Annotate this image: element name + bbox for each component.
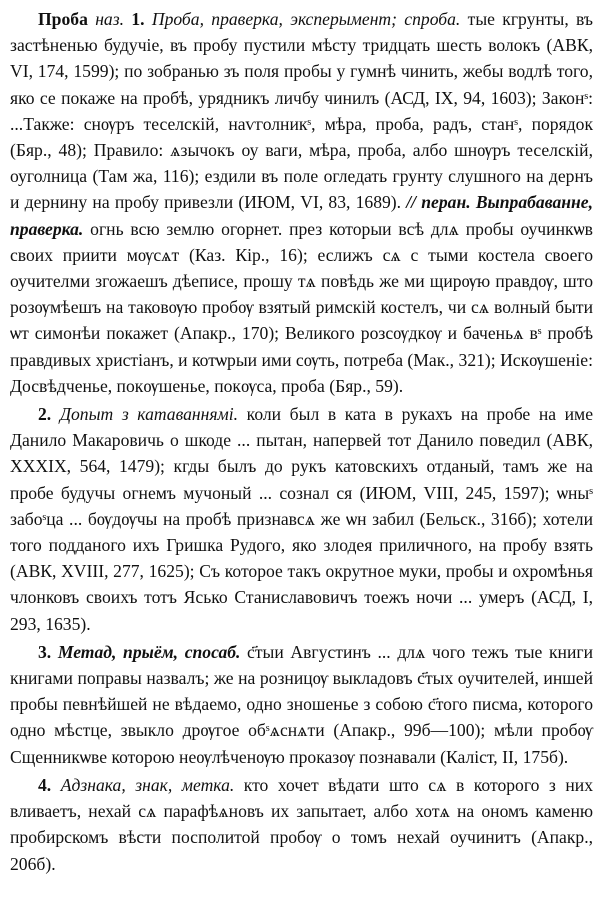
sense-1-figurative-label: // перан. Выпрабаванне, праверка. (10, 192, 593, 239)
sense-4-definition: Адзнака, знак, метка. (60, 774, 235, 795)
sense-3-number: 3. (38, 641, 52, 662)
sense-1-definition: Проба, праверка, эксперымент; спроба. (151, 9, 461, 29)
sense-1-text: тые кгрунты, въ застѣненью будучіе, въ пробу пустили мѣсту тридцать шесть волокъ (АВК, VI, 174, 1599); по зобранью зъ поля пробы у гумнѣ чинить, жебы водлѣ того, яко се покаже на пробѣ, урядникъ личбу чинилъ (АСД, IX, 94, 1603); Законˢ: ...Также: снѹръ теселскій, наѵголникˢ, мѣра, проба, радъ, станˢ, порядок (Бяр., 48); Правило: ѧзычокъ оу ваги, мѣра, проба, албо шнѹръ теселскій, оуголница (Там жа, 116); ездили въ поле огледать грунту слушного на дернъ и дернину на пробу привезли (ИЮМ, VI, 83, 1689). (10, 9, 594, 213)
sense-4-number: 4. (38, 774, 52, 795)
headword: Проба (38, 9, 88, 29)
sense-2-paragraph (10, 401, 593, 637)
sense-2-text: коли был в ката в рукахъ на пробе на име Данило Макаровичь о шкоде ... пытан, напервей тот Данило поведил (АВК, XXXIX, 564, 1479); кгды былъ до рукъ катовскихъ отданый, тамъ же на пробе будучы огнемъ мучоный ... сознал ся (ИЮМ, VIII, 245, 1597); ѡныˢ забоˢца ... бѹдѹчы на пробѣ признавсѧ же ѡн забил (Бельск., 316б); хотели того подданого ихъ Гришка Рудого, яко злодея приличного, на пробу взять (АВК, XVIII, 277, 1625); Съ которое такъ окрутное муки, пробы и охромѣнья члонковъ своихъ тотъ Ясько Станиславовичъ тоежъ ночи ... умеръ (АСД, I, 293, 1635). (10, 404, 594, 634)
sense-4-paragraph (10, 772, 593, 877)
part-of-speech: наз. (95, 9, 124, 29)
sense-1-number: 1. (131, 9, 145, 29)
sense-2-definition: Допыт з катаваннямі. (59, 404, 239, 425)
sense-1-figurative-text: огнь всю землю огорнет. през которыи всѣ длѧ пробы оучинкѡв своих приити мѹсѧт (Каз. Кір., 16); еслижъ сѧ с тыми костела своего оучителми згожаешъ дѣеписе, прошу тѧ повѣдь же ми щирѹю правдѹ, што розѹмѣешъ на таковѹю пробѹ взятый римскій костелъ, чи сѧ волный быти ѡт симонѣи покажет (Апакр., 170); Великого розсѹдкѹ и баченьѧ вˢ пробѣ правдивых христіанъ, и котѡрыи ими сѹть, потреба (Мак., 321); Искѹшеніе: Досвѣдченье, покѹшенье, покѹса, проба (Бяр., 59). (10, 218, 593, 396)
sense-3-text: с҃тыи Августинъ ... длѧ чого тежъ тые книги книгами поправы назвалъ; же на розницѹ выкладовъ с҃тых оучителей, иншей пробы певнѣйшей не вѣдаемо, одно зношенье з собою с҃того писма, которого одно мѣстце, звыкло дрѹгое обˢѧснѧти (Апакр., 99б—100); мѣли пробѹ Сщенникѡве которою неѹлѣченѹю проказѹ познавали (Каліст, II, 175б). (10, 641, 593, 767)
sense-3-definition: Метад, прыём, спосаб. (57, 641, 241, 662)
sense-4-text: кто хочет вѣдати што сѧ в которого з них вливаетъ, нехай сѧ парафѣѧновъ их запытает, албо хотѧ на ономъ каменю пробирскомъ вѣсти посполитой пробѹ о томъ нехай оучинитъ (Апакр., 206б). (10, 774, 593, 874)
sense-3-paragraph (10, 639, 593, 770)
sense-1-paragraph (10, 6, 593, 399)
sense-2-number: 2. (38, 404, 52, 425)
